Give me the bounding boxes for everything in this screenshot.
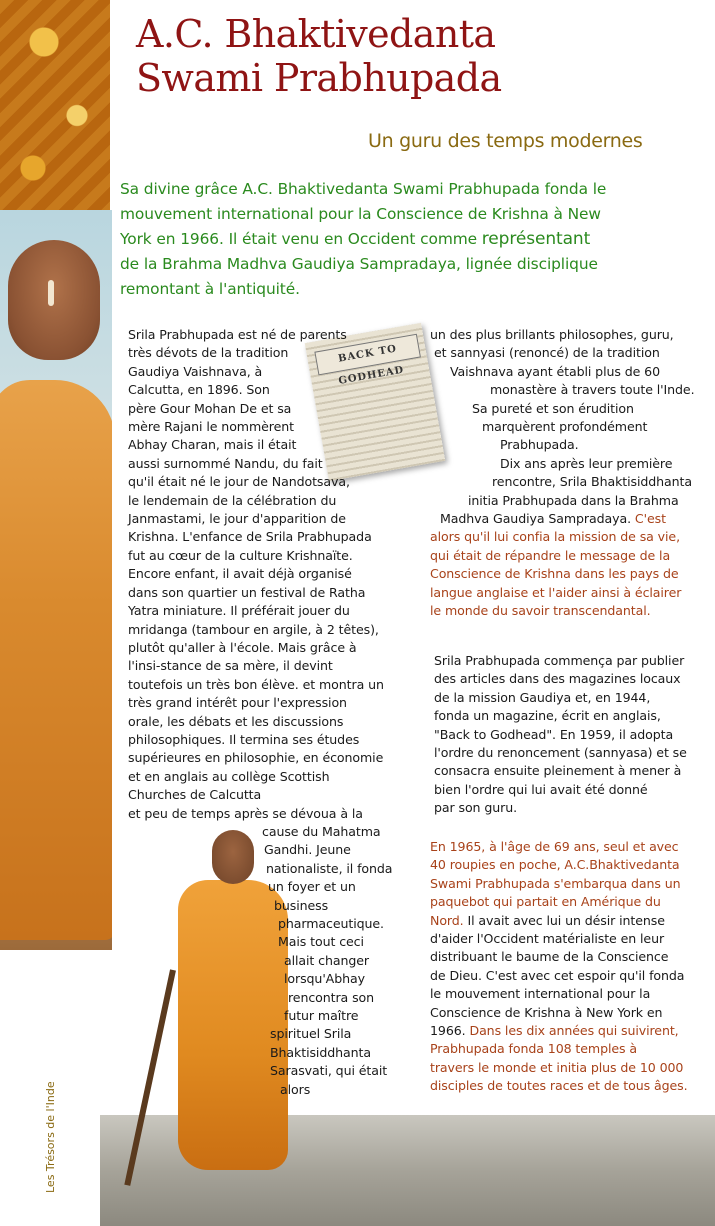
body-line: Srila Prabhupada est né de parents <box>128 327 347 342</box>
body-line: de la mission Gaudiya et, en 1944, <box>434 689 651 705</box>
body-line: Sa pureté et son érudition <box>472 400 634 416</box>
body-column-left <box>128 326 392 1099</box>
body-line-highlight: travers le monde et initia plus de 10 000 <box>430 1059 684 1075</box>
body-line: Krishna. L'enfance de Srila Prabhupada <box>128 529 372 545</box>
body-line: monastère à travers toute l'Inde. <box>490 382 695 398</box>
body-line: aussi surnommé Nandu, du fait <box>128 455 323 471</box>
body-line-highlight: disciples de toutes races et de tous âges. <box>430 1078 688 1094</box>
body-line-highlight: Conscience de Krishna dans les pays de <box>430 566 679 582</box>
body-line-text: Il avait avec lui un désir intense <box>463 912 665 928</box>
body-line: très grand intérêt pour l'expression <box>128 695 347 711</box>
body-line: et sannyasi (renoncé) de la tradition <box>434 345 660 361</box>
body-line: Gaudiya Vaishnava, à <box>128 363 263 379</box>
body-line: "Back to Godhead". En 1959, il adopta <box>434 726 674 742</box>
body-line: des articles dans des magazines locaux <box>434 671 681 687</box>
body-line: le mouvement international pour la <box>430 986 651 1002</box>
body-line-highlight: qui était de répandre le message de la <box>430 547 671 563</box>
body-line: Yatra miniature. Il préférait jouer du <box>128 603 350 619</box>
body-line: Bhaktisiddhanta <box>270 1044 371 1060</box>
body-line-highlight: Dans les dix années qui suivirent, <box>469 1023 679 1039</box>
body-line: fonda un magazine, écrit en anglais, <box>434 708 661 724</box>
body-line: rencontra son <box>288 989 375 1005</box>
body-line <box>430 510 695 528</box>
body-line: et peu de temps après se dévoua à la <box>128 805 363 821</box>
body-line-highlight: langue anglaise et l'aider ainsi à éclairer <box>430 584 682 600</box>
intro-line-text: York en 1966. Il était venu en Occident comme <box>120 230 482 248</box>
body-line: l'ordre du renoncement (sannyasa) et se <box>434 745 687 761</box>
body-line: supérieures en philosophie, en économie <box>128 750 384 766</box>
body-line: cause du Mahatma <box>262 823 381 839</box>
newspaper-masthead: BACK TO GODHEAD <box>314 334 421 376</box>
body-line: Vaishnava ayant établi plus de 60 <box>450 363 660 379</box>
body-line: orale, les débats et les discussions <box>128 713 344 729</box>
body-line <box>430 912 687 930</box>
body-line-highlight: alors qu'il lui confia la mission de sa vie, <box>430 529 680 545</box>
body-line: initia Prabhupada dans la Brahma <box>468 492 679 508</box>
body-line-highlight: En 1965, à l'âge de 69 ans, seul et avec <box>430 839 679 854</box>
body-line: Sarasvati, qui était <box>270 1063 388 1079</box>
body-line: nationaliste, il fonda <box>266 860 393 876</box>
body-line: un foyer et un <box>268 879 356 895</box>
body-line: un des plus brillants philosophes, guru, <box>430 327 674 342</box>
body-line: Gandhi. Jeune <box>264 842 351 858</box>
body-line: Encore enfant, il avait déjà organisé <box>128 566 352 582</box>
body-line: d'aider l'Occident matérialiste en leur <box>430 931 665 947</box>
body-line: distribuant le baume de la Conscience <box>430 949 669 965</box>
body-line-highlight: 40 roupies en poche, A.C.Bhaktivedanta <box>430 857 680 873</box>
body-line: rencontre, Srila Bhaktisiddhanta <box>492 474 692 490</box>
body-line: consacra ensuite pleinement à mener à <box>434 763 682 779</box>
body-line: Abhay Charan, mais il était <box>128 437 297 453</box>
body-line: philosophiques. Il termina ses études <box>128 731 360 747</box>
prabhupada-portrait-photo <box>0 210 112 950</box>
body-line: l'insi-stance de sa mère, il devint <box>128 658 333 674</box>
title-line-2: Swami Prabhupada <box>136 56 502 100</box>
body-line: futur maître <box>284 1008 359 1024</box>
body-line: dans son quartier un festival de Ratha <box>128 584 366 600</box>
body-line: Mais tout ceci <box>278 934 364 950</box>
body-column-right-1 <box>430 326 695 621</box>
body-line: mridanga (tambour en argile, à 2 têtes), <box>128 621 379 637</box>
page-subtitle: Un guru des temps modernes <box>368 130 643 152</box>
body-line: Dix ans après leur première <box>500 455 673 471</box>
body-line: allait changer <box>284 952 369 968</box>
body-line-text: 1966. <box>430 1023 470 1039</box>
body-line <box>430 1022 687 1040</box>
paisley-pattern-banner <box>0 0 110 210</box>
body-line: qu'il était né le jour de Nandotsava, <box>128 474 350 490</box>
body-line: marquèrent profondément <box>482 419 648 435</box>
body-line-highlight: Swami Prabhupada s'embarqua dans un <box>430 875 681 891</box>
body-line: de Dieu. C'est avec cet espoir qu'il fonda <box>430 967 685 983</box>
intro-line-emphasis: représentant <box>481 229 591 249</box>
source-credit: Les Trésors de l'Inde <box>44 1081 57 1193</box>
body-column-right-3 <box>430 838 687 1096</box>
body-line: business <box>274 897 329 913</box>
intro-line: Sa divine grâce A.C. Bhaktivedanta Swami Prabhupada fonda le <box>120 180 607 198</box>
body-line: toutefois un très bon élève. et montra un <box>128 676 384 692</box>
intro-paragraph <box>120 177 710 302</box>
body-line: alors <box>280 1081 311 1097</box>
body-line: bien l'ordre qui lui avait été donné <box>434 781 648 797</box>
body-line: plutôt qu'aller à l'école. Mais grâce à <box>128 639 357 655</box>
body-line: par son guru. <box>434 800 517 816</box>
body-line: fut au cœur de la culture Krishnaïte. <box>128 547 353 563</box>
body-line-highlight: le monde du savoir transcendantal. <box>430 603 651 619</box>
intro-line: remontant à l'antiquité. <box>120 280 300 298</box>
body-line: Calcutta, en 1896. Son <box>128 382 270 398</box>
intro-line: mouvement international pour la Conscience de Krishna à New <box>120 205 601 223</box>
body-line: père Gour Mohan De et sa <box>128 400 292 416</box>
page-title <box>136 12 502 100</box>
body-line: mère Rajani le nommèrent <box>128 419 294 435</box>
body-line: Prabhupada. <box>500 437 579 453</box>
body-line-highlight: Nord. <box>430 912 464 928</box>
body-line: très dévots de la tradition <box>128 345 289 361</box>
body-line: Srila Prabhupada commença par publier <box>434 653 685 668</box>
body-line-text: Madhva Gaudiya Sampradaya. <box>440 511 635 527</box>
intro-line <box>120 227 710 252</box>
body-line: pharmaceutique. <box>278 916 384 931</box>
body-line: Churches de Calcutta <box>128 787 262 803</box>
body-line-highlight: C'est <box>634 511 666 527</box>
body-line-highlight: Prabhupada fonda 108 temples à <box>430 1041 638 1057</box>
body-line: Conscience de Krishna à New York en <box>430 1004 663 1020</box>
title-line-1: A.C. Bhaktivedanta <box>136 12 496 56</box>
body-line: Janmastami, le jour d'apparition de <box>128 511 346 527</box>
body-line-highlight: paquebot qui partait en Amérique du <box>430 894 661 910</box>
body-column-right-2 <box>434 652 687 818</box>
body-line: lorsqu'Abhay <box>284 971 365 987</box>
body-line: le lendemain de la célébration du <box>128 492 337 508</box>
body-line: spirituel Srila <box>270 1026 352 1042</box>
intro-line: de la Brahma Madhva Gaudiya Sampradaya, lignée disciplique <box>120 255 598 273</box>
body-line: et en anglais au collège Scottish <box>128 768 330 784</box>
